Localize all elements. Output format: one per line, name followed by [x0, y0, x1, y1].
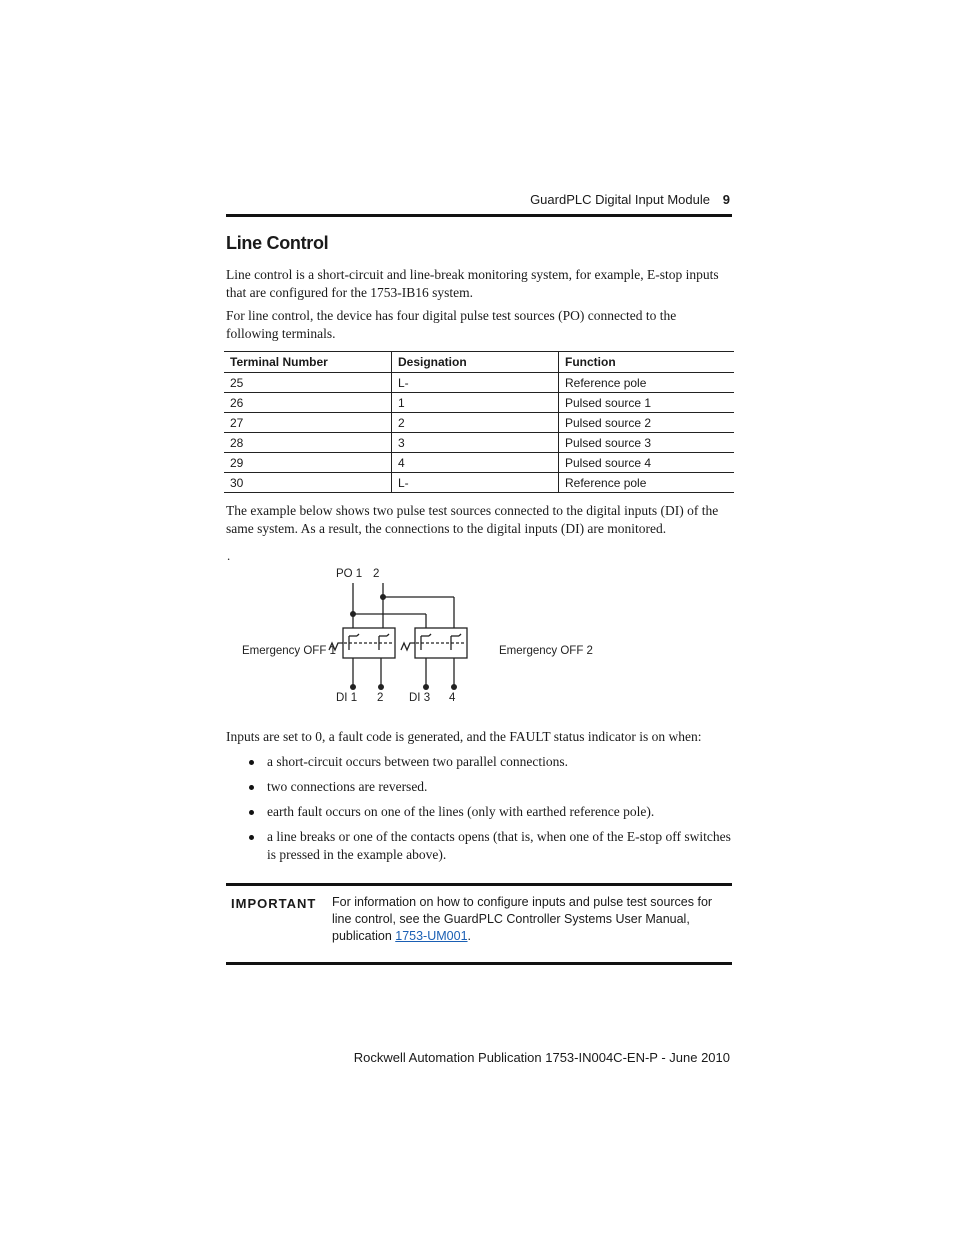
di2-label: 2: [377, 692, 384, 704]
list-item-text: two connections are reversed.: [267, 779, 428, 794]
table-cell: 1: [392, 393, 559, 413]
intro-paragraph-1: Line control is a short-circuit and line-break monitoring system, for example, E-stop inputs that are configured for the 1753-IB16 system.: [226, 267, 719, 300]
table-cell: Pulsed source 3: [559, 433, 735, 453]
running-header: [226, 191, 732, 209]
table-cell: L-: [392, 373, 559, 393]
po2-label: 2: [373, 568, 380, 580]
di4-label: 4: [449, 692, 456, 704]
condition-list: [248, 753, 732, 871]
page-number: 9: [722, 192, 730, 207]
bullet-icon: [249, 835, 254, 840]
important-text: [332, 894, 722, 945]
table-cell: L-: [392, 473, 559, 493]
conditions-intro: Inputs are set to 0, a fault code is generated, and the FAULT status indicator is on when:: [226, 729, 702, 744]
table-cell: 29: [224, 453, 392, 473]
table-cell: 25: [224, 373, 392, 393]
table-cell: 26: [224, 393, 392, 413]
page-footer: Rockwell Automation Publication 1753-IN004C-EN-P - June 2010: [353, 1050, 730, 1065]
list-item: [248, 778, 732, 796]
table-cell: Reference pole: [559, 373, 735, 393]
table-row: [224, 453, 734, 473]
table-row: [224, 413, 734, 433]
important-text-body: For information on how to configure inputs and pulse test sources for line control, see the GuardPLC Controller Systems User Manual, publication: [332, 895, 713, 943]
bullet-icon: [249, 760, 254, 765]
important-label: IMPORTANT: [231, 896, 317, 911]
bullet-icon: [249, 785, 254, 790]
list-item-text: a line breaks or one of the contacts opens (that is, when one of the E-stop off switches is pressed in the example above).: [267, 829, 731, 862]
table-row: [224, 473, 734, 493]
intro-paragraph-2: For line control, the device has four digital pulse test sources (PO) connected to the following terminals.: [226, 308, 677, 341]
wiring-diagram: [226, 560, 596, 710]
table-row: [224, 393, 734, 413]
table-cell: Pulsed source 2: [559, 413, 735, 433]
table-cell: 27: [224, 413, 392, 433]
example-paragraph: The example below shows two pulse test sources connected to the digital inputs (DI) of the same system. As a result, the connections to the digital inputs (DI) are monitored.: [226, 503, 719, 536]
important-note: [226, 883, 732, 965]
table-cell: Reference pole: [559, 473, 735, 493]
column-header: Designation: [392, 352, 559, 373]
di1-label: DI 1: [336, 692, 358, 704]
estop1-label: Emergency OFF 1: [242, 645, 336, 657]
list-item: [248, 828, 732, 864]
header-title: GuardPLC Digital Input Module: [530, 192, 710, 207]
di3-label: DI 3: [409, 692, 431, 704]
bullet-icon: [249, 810, 254, 815]
column-header: Terminal Number: [224, 352, 392, 373]
estop2-label: Emergency OFF 2: [499, 645, 593, 657]
table-cell: 2: [392, 413, 559, 433]
wiring-lines: [329, 583, 467, 687]
table-cell: 3: [392, 433, 559, 453]
table-cell: 28: [224, 433, 392, 453]
table-cell: 30: [224, 473, 392, 493]
terminal-table: [224, 351, 734, 493]
table-cell: 4: [392, 453, 559, 473]
table-header-row: [224, 352, 734, 373]
section-heading: Line Control: [226, 233, 329, 253]
junction-dots: [350, 594, 457, 690]
table-cell: Pulsed source 1: [559, 393, 735, 413]
publication-link[interactable]: 1753-UM001: [395, 929, 468, 943]
stray-dot: .: [227, 548, 231, 563]
po1-label: PO 1: [336, 568, 363, 580]
list-item-text: a short-circuit occurs between two parallel connections.: [267, 754, 569, 769]
important-text-end: .: [467, 929, 471, 943]
header-rule: [226, 214, 732, 217]
table-row: [224, 433, 734, 453]
column-header: Function: [559, 352, 735, 373]
table-row: [224, 373, 734, 393]
list-item: [248, 753, 732, 771]
list-item: [248, 803, 732, 821]
table-cell: Pulsed source 4: [559, 453, 735, 473]
list-item-text: earth fault occurs on one of the lines (only with earthed reference pole).: [267, 804, 655, 819]
